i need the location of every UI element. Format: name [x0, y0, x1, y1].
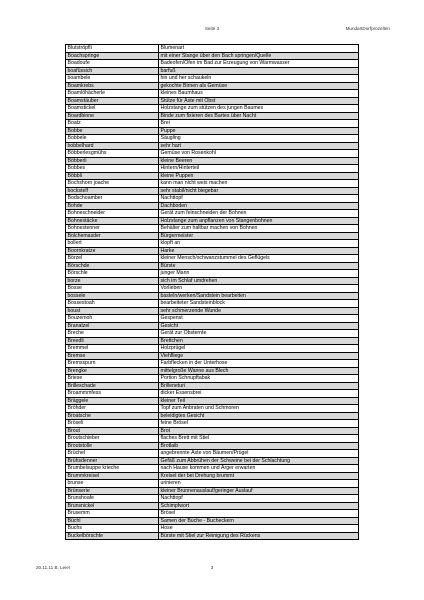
table-row — [66, 82, 359, 90]
table-row — [66, 112, 359, 120]
table-row — [66, 480, 359, 488]
table-row — [66, 337, 359, 345]
table-row — [66, 382, 359, 390]
meaning-cell: Holzprügel — [159, 345, 359, 353]
table-row — [66, 97, 359, 105]
table-row — [66, 360, 359, 368]
dialect-term-cell: Bodschoamber — [66, 195, 159, 203]
meaning-cell: Samen der Buche - Bucheckern — [159, 517, 359, 525]
meaning-cell: gekochte Birnen als Gemüse — [159, 82, 359, 90]
dialect-term-cell: Bohnestäcke — [66, 217, 159, 225]
meaning-cell: Schimpfwort — [159, 502, 359, 510]
dialect-term-cell: Brilleschade — [66, 382, 159, 390]
table-row — [66, 232, 359, 240]
meaning-cell: basteln/werken/Sandstein bearbeiten — [159, 292, 359, 300]
meaning-cell: Portion Schnupftabak — [159, 375, 359, 383]
dialect-term-cell: boust — [66, 307, 159, 315]
dialect-term-cell: Böbberli — [66, 157, 159, 165]
meaning-cell: barfuß — [159, 67, 359, 75]
table-row — [66, 352, 359, 360]
dialect-term-cell: bobbelhard — [66, 142, 159, 150]
table-row — [66, 510, 359, 518]
dialect-term-cell: Boadoufe — [66, 60, 159, 68]
meaning-cell: beleidigtes Gesicht — [159, 412, 359, 420]
table-row — [66, 292, 359, 300]
dialect-term-cell: Broutstolle — [66, 442, 159, 450]
table-row — [66, 142, 359, 150]
dialect-term-cell: Brunsnickel — [66, 502, 159, 510]
dialect-term-cell: Böbberlesgmühs — [66, 150, 159, 158]
meaning-cell: nach Hause kommen und Ärger erwarten — [159, 465, 359, 473]
meaning-cell: dicker Essensbrei — [159, 390, 359, 398]
table-row — [66, 307, 359, 315]
meaning-cell: kleiner Mensch/schwanzstummel des Geflügels — [159, 255, 359, 263]
dialect-term-cell: Broatsche — [66, 412, 159, 420]
dialect-term-cell: Broammmfess — [66, 390, 159, 398]
meaning-cell: hin und her schaukeln — [159, 75, 359, 83]
meaning-cell: kleiner Teil — [159, 397, 359, 405]
table-row — [66, 105, 359, 113]
table-row — [66, 457, 359, 465]
meaning-cell: Brotlaib — [159, 442, 359, 450]
dialect-term-cell: Bremsspurn — [66, 360, 159, 368]
meaning-cell: feine Brösel — [159, 420, 359, 428]
dialect-term-cell: Bohde — [66, 202, 159, 210]
meaning-cell: Holzstange zum stützen des jungen Baumes — [159, 105, 359, 113]
dialect-term-cell: Boamstäuber — [66, 97, 159, 105]
table-row — [66, 315, 359, 323]
meaning-cell: Gespenst — [159, 315, 359, 323]
dialect-term-cell: Brühsdenner — [66, 457, 159, 465]
table-row — [66, 322, 359, 330]
table-row — [66, 195, 359, 203]
table-row — [66, 487, 359, 495]
table-row — [66, 427, 359, 435]
dialect-term-cell: Boamkrebs — [66, 82, 159, 90]
table-row — [66, 90, 359, 98]
table-row — [66, 300, 359, 308]
table-row — [66, 262, 359, 270]
dialect-term-cell: Bräggele — [66, 397, 159, 405]
meaning-cell: Brei — [159, 120, 359, 128]
dialect-term-cell: boafüssich — [66, 67, 159, 75]
dialect-term-cell: bollert — [66, 240, 159, 248]
dialect-term-cell: Brunshoafe — [66, 495, 159, 503]
dialect-term-cell: Boardbinne — [66, 112, 159, 120]
table-row — [66, 517, 359, 525]
table-row — [66, 502, 359, 510]
dialect-term-cell: Brengke — [66, 367, 159, 375]
table-row — [66, 240, 359, 248]
table-row — [66, 67, 359, 75]
meaning-cell: Gerät zum feinschneiden der Bohnen — [159, 210, 359, 218]
meaning-cell: Gemüse von Rosenkohl — [159, 150, 359, 158]
table-row — [66, 405, 359, 413]
meaning-cell: junger Mann — [159, 270, 359, 278]
table-row — [66, 285, 359, 293]
meaning-cell: kleines Baumhaus — [159, 90, 359, 98]
table-row — [66, 397, 359, 405]
dialect-term-cell: Bohneschneider — [66, 210, 159, 218]
table-row — [66, 495, 359, 503]
meaning-cell: Vorlieben — [159, 285, 359, 293]
dialect-term-cell: Brüchel — [66, 450, 159, 458]
table-row — [66, 390, 359, 398]
meaning-cell: Gesicht — [159, 322, 359, 330]
table-row — [66, 277, 359, 285]
meaning-cell: mit einer Stange über den Bach springen/Quelle — [159, 52, 359, 60]
dialect-term-cell: Boatz — [66, 120, 159, 128]
meaning-cell: flaches Brett mit Stiel — [159, 435, 359, 443]
meaning-cell: Farbflecken in der Unterhose — [159, 360, 359, 368]
meaning-cell: Dachboden — [159, 202, 359, 210]
meaning-cell: Holzstange zum anpflanzen von Stangenbohnen — [159, 217, 359, 225]
footer-author: 20.11.11 B. Leier — [36, 565, 71, 570]
meaning-cell: kann man nicht weis machen — [159, 180, 359, 188]
dialect-term-cell: Brout — [66, 427, 159, 435]
meaning-cell: Nachttopf — [159, 495, 359, 503]
table-row — [66, 157, 359, 165]
meaning-cell: Nachttopf — [159, 195, 359, 203]
dialect-term-cell: Bobbele — [66, 135, 159, 143]
meaning-cell: bearbeiteter Sandsteinblock — [159, 300, 359, 308]
meaning-cell: Stütze für Äste mit Obst — [159, 97, 359, 105]
dialect-term-cell: Börzel — [66, 255, 159, 263]
dialect-term-cell: bossele — [66, 292, 159, 300]
table-row — [66, 127, 359, 135]
table-row — [66, 465, 359, 473]
dialect-term-cell: Bremse — [66, 352, 159, 360]
dialect-term-cell: Bröseli — [66, 420, 159, 428]
table-row — [66, 532, 359, 540]
dialect-word-table — [65, 44, 359, 540]
dialect-term-cell: Bohnestenner — [66, 225, 159, 233]
meaning-cell: Viehfliege — [159, 352, 359, 360]
dialect-term-cell: Boachspringe — [66, 52, 159, 60]
meaning-cell: Hintern/Hinterteil — [159, 165, 359, 173]
dialect-term-cell: Buckelbörschte — [66, 532, 159, 540]
table-row — [66, 180, 359, 188]
dialect-term-cell: Brünserie — [66, 487, 159, 495]
meaning-cell: Bürste — [159, 262, 359, 270]
dialect-term-cell: Bosse — [66, 285, 159, 293]
table-row — [66, 135, 359, 143]
meaning-cell: Brettchen — [159, 337, 359, 345]
dialect-term-cell: Büchl — [66, 517, 159, 525]
table-row — [66, 202, 359, 210]
table-row — [66, 412, 359, 420]
meaning-cell: Bürgermeister — [159, 232, 359, 240]
table-row — [66, 120, 359, 128]
table-row — [66, 75, 359, 83]
table-row — [66, 45, 359, 53]
table-row — [66, 270, 359, 278]
table-row — [66, 210, 359, 218]
dialect-term-cell: Brummkreisel — [66, 472, 159, 480]
table-row — [66, 435, 359, 443]
dialect-term-cell: Branatzel — [66, 322, 159, 330]
dialect-term-cell: Briese — [66, 375, 159, 383]
meaning-cell: Brösel — [159, 510, 359, 518]
document-title: MundartDorfprozelten — [345, 26, 390, 31]
meaning-cell: Brilleneturi — [159, 382, 359, 390]
meaning-cell: Gefäß zum Abbrühen der Schweine bei der Schlachtung — [159, 457, 359, 465]
dialect-term-cell: Börschle — [66, 270, 159, 278]
table-row — [66, 165, 359, 173]
meaning-cell: Blumenart — [159, 45, 359, 53]
meaning-cell: Behälter zum haltbar machen von Bohnen — [159, 225, 359, 233]
dialect-term-cell: Bremmel — [66, 345, 159, 353]
table-row — [66, 247, 359, 255]
meaning-cell: kleine Beeren — [159, 157, 359, 165]
meaning-cell: kleine Puppen — [159, 172, 359, 180]
meaning-cell: Puppe — [159, 127, 359, 135]
table-row — [66, 345, 359, 353]
meaning-cell: Säugling — [159, 135, 359, 143]
dialect-term-cell: Bobbe — [66, 127, 159, 135]
meaning-cell: urinieren — [159, 480, 359, 488]
meaning-cell: angebrennte Äste von Bäumen/Prügel — [159, 450, 359, 458]
dialect-term-cell: Boamlöhächerle — [66, 90, 159, 98]
page-label: Seite 3 — [204, 26, 220, 31]
dialect-term-cell: Broutschieber — [66, 435, 159, 443]
meaning-cell: klopft an — [159, 240, 359, 248]
meaning-cell: Topf zum Anbraten und Schmoren — [159, 405, 359, 413]
table-row — [66, 375, 359, 383]
dialect-term-cell: Breedli — [66, 337, 159, 345]
table-row — [66, 217, 359, 225]
meaning-cell: Gerät zur Obsternte — [159, 330, 359, 338]
table-row — [66, 255, 359, 263]
dialect-term-cell: Börschde — [66, 262, 159, 270]
meaning-cell: Badeofen/Ofen im Bad zur Erzeugung von Warmwasser — [159, 60, 359, 68]
dialect-term-cell: Buchs — [66, 525, 159, 533]
dialect-term-cell: Böbbli — [66, 172, 159, 180]
table-row — [66, 330, 359, 338]
dialect-term-cell: Bolchemasder — [66, 232, 159, 240]
table-row — [66, 450, 359, 458]
dialect-term-cell: Brumbelsuppe krieche — [66, 465, 159, 473]
dialect-term-cell: Brusemm — [66, 510, 159, 518]
meaning-cell: mittelgroße Wanne aus Blech — [159, 367, 359, 375]
table-row — [66, 52, 359, 60]
table-row — [66, 472, 359, 480]
meaning-cell: Kreisel der bei Drehung brummt — [159, 472, 359, 480]
meaning-cell: Bürste mit Stiel zur Reinigung des Rückens — [159, 532, 359, 540]
table-row — [66, 367, 359, 375]
dialect-term-cell: Breche — [66, 330, 159, 338]
meaning-cell: sehr schmerzende Wunde — [159, 307, 359, 315]
dialect-term-cell: boambele — [66, 75, 159, 83]
meaning-cell: Hose — [159, 525, 359, 533]
dialect-term-cell: Bouzemoh — [66, 315, 159, 323]
meaning-cell: kleiner Brunnenauslauf/geringer Auslauf — [159, 487, 359, 495]
dialect-term-cell: Bobbes — [66, 165, 159, 173]
table-row — [66, 150, 359, 158]
dialect-term-cell: brunse — [66, 480, 159, 488]
table-row — [66, 442, 359, 450]
dialect-term-cell: bockstelf — [66, 187, 159, 195]
dialect-term-cell: Bossestoah — [66, 300, 159, 308]
dialect-term-cell: Bröhder — [66, 405, 159, 413]
table-row — [66, 525, 359, 533]
meaning-cell: sehr hart — [159, 142, 359, 150]
table-row — [66, 420, 359, 428]
meaning-cell: Binde zum fixieren des Bartes über Nacht — [159, 112, 359, 120]
table-row — [66, 60, 359, 68]
meaning-cell: Brot — [159, 427, 359, 435]
table-row — [66, 187, 359, 195]
dialect-term-cell: Boornkratze — [66, 247, 159, 255]
dialect-term-cell: Bochshorn joache — [66, 180, 159, 188]
meaning-cell: Harke — [159, 247, 359, 255]
dialect-term-cell: borze — [66, 277, 159, 285]
table-row — [66, 172, 359, 180]
footer-page-number: 3 — [210, 565, 214, 570]
meaning-cell: sehr stabil/nicht biegebar — [159, 187, 359, 195]
meaning-cell: sich im Schlaf umdrehen — [159, 277, 359, 285]
dialect-term-cell: Boamstickel — [66, 105, 159, 113]
table-row — [66, 225, 359, 233]
dialect-term-cell: Blutströpfli — [66, 45, 159, 53]
